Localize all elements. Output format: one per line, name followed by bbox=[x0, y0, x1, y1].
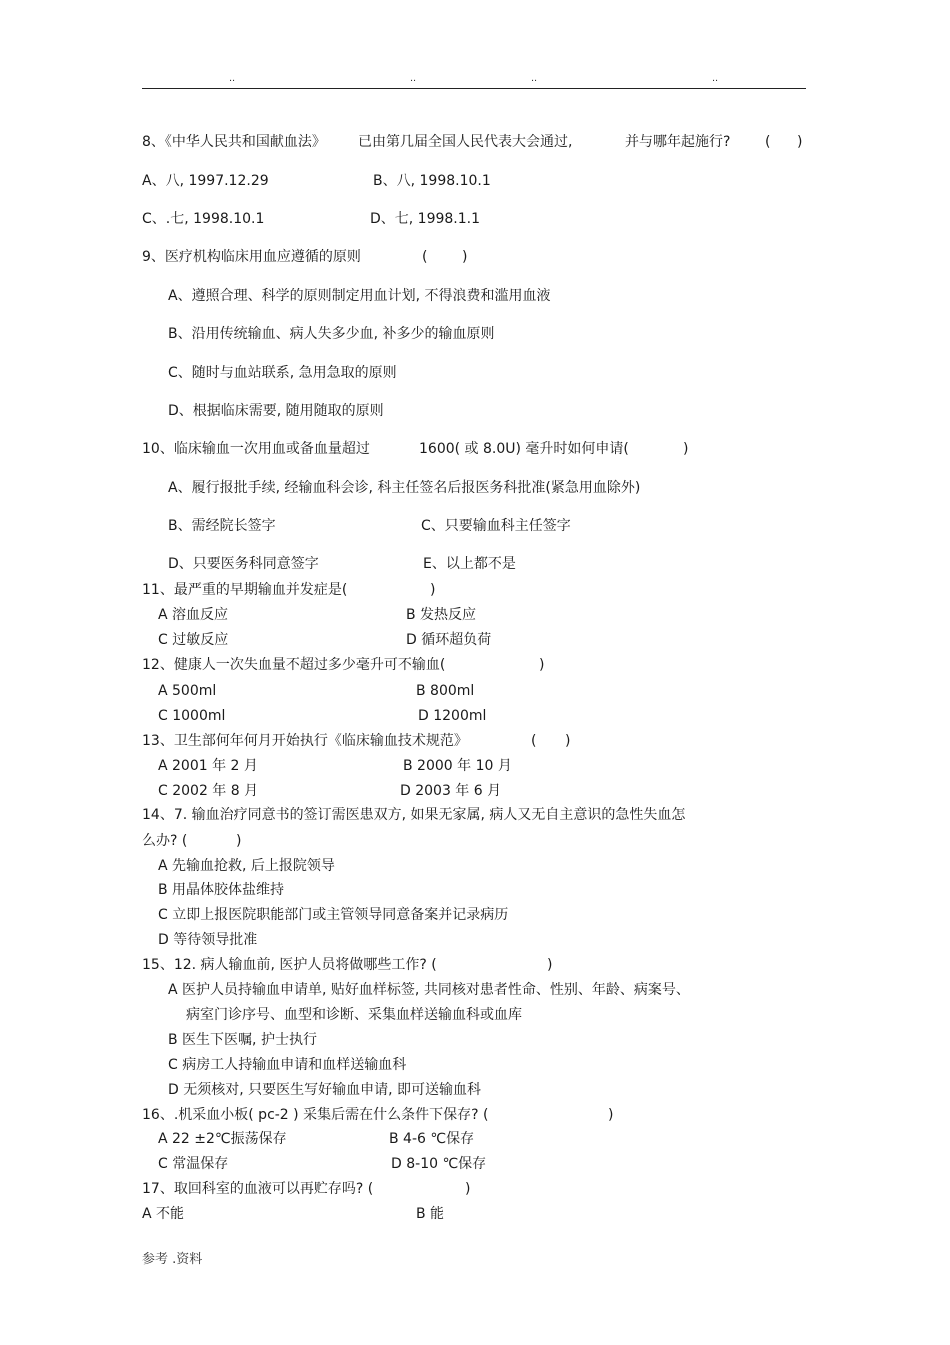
text-line: B 能 bbox=[416, 1206, 445, 1222]
text-line: B、需经院长签字 bbox=[168, 518, 276, 534]
text-line: A、遵照合理、科学的原则制定用血计划, 不得浪费和滥用血液 bbox=[168, 288, 551, 304]
text-line: 16、.机采血小板( pc-2 ) 采集后需在什么条件下保存? ( bbox=[142, 1107, 489, 1123]
text-line: 并与哪年起施行? bbox=[625, 134, 731, 150]
header-rule bbox=[142, 88, 806, 89]
text-line: D 2003 年 6 月 bbox=[400, 783, 502, 799]
text-line: A、履行报批手续, 经输血科会诊, 科主任签名后报医务科批准(紧急用血除外) bbox=[168, 480, 641, 496]
text-line: ) bbox=[430, 582, 436, 598]
text-line: 病室门诊序号、血型和诊断、采集血样送输血科或血库 bbox=[186, 1007, 522, 1023]
text-line: 17、取回科室的血液可以再贮存吗? ( bbox=[142, 1181, 374, 1197]
text-line: A、八, 1997.12.29 bbox=[142, 173, 269, 189]
text-line: B、沿用传统输血、病人失多少血, 补多少的输血原则 bbox=[168, 326, 495, 342]
text-line: 12、健康人一次失血量不超过多少毫升可不输血( bbox=[142, 657, 446, 673]
header-dots: .. bbox=[712, 72, 719, 84]
text-line: 9、医疗机构临床用血应遵循的原则 bbox=[142, 249, 361, 265]
text-line: ( bbox=[765, 134, 771, 150]
text-line: D 循环超负荷 bbox=[406, 632, 492, 648]
text-line: A 先输血抢救, 后上报院领导 bbox=[158, 858, 335, 874]
text-line: C、随时与血站联系, 急用急取的原则 bbox=[168, 365, 397, 381]
text-line: D 1200ml bbox=[418, 708, 487, 724]
text-line: B 发热反应 bbox=[406, 607, 477, 623]
text-line: ( bbox=[422, 249, 428, 265]
text-line: 10、临床输血一次用血或备血量超过 bbox=[142, 441, 370, 457]
text-line: C 立即上报医院职能部门或主管领导同意备案并记录病历 bbox=[158, 907, 509, 923]
text-line: E、以上都不是 bbox=[423, 556, 516, 572]
text-line: 1600( 或 8.0U) 毫升时如何申请( bbox=[419, 441, 629, 457]
text-line: B 2000 年 10 月 bbox=[403, 758, 512, 774]
text-line: 13、卫生部何年何月开始执行《临床输血技术规范》 bbox=[142, 733, 468, 749]
text-line: ( bbox=[531, 733, 537, 749]
text-line: D 等待领导批准 bbox=[158, 932, 258, 948]
text-line: D、只要医务科同意签字 bbox=[168, 556, 319, 572]
text-line: C、.七, 1998.10.1 bbox=[142, 211, 265, 227]
text-line: B、八, 1998.10.1 bbox=[373, 173, 491, 189]
header-dots: .. bbox=[531, 72, 538, 84]
text-line: A 溶血反应 bbox=[158, 607, 229, 623]
page-footer: 参考 .资料 bbox=[142, 1252, 203, 1267]
text-line: 11、最严重的早期输血并发症是( bbox=[142, 582, 348, 598]
text-line: 15、12. 病人输血前, 医护人员将做哪些工作? ( bbox=[142, 957, 437, 973]
header-dots: .. bbox=[229, 72, 236, 84]
text-line: A 不能 bbox=[142, 1206, 185, 1222]
text-line: A 500ml bbox=[158, 683, 217, 699]
text-line: ) bbox=[608, 1107, 614, 1123]
text-line: B 800ml bbox=[416, 683, 475, 699]
text-line: A 22 ±2℃振荡保存 bbox=[158, 1131, 287, 1147]
text-line: ) bbox=[547, 957, 553, 973]
text-line: A 2001 年 2 月 bbox=[158, 758, 258, 774]
text-line: D、七, 1998.1.1 bbox=[370, 211, 481, 227]
text-line: ) bbox=[797, 134, 803, 150]
text-line: 已由第几届全国人民代表大会通过, bbox=[358, 134, 573, 150]
text-line: C 常温保存 bbox=[158, 1156, 229, 1172]
text-line: ) bbox=[236, 833, 242, 849]
text-line: 14、7. 输血治疗同意书的签订需医患双方, 如果无家属, 病人又无自主意识的急性失血怎 bbox=[142, 807, 686, 823]
text-line: D、根据临床需要, 随用随取的原则 bbox=[168, 403, 384, 419]
text-line: B 用晶体胶体盐维持 bbox=[158, 882, 285, 898]
text-line: ) bbox=[683, 441, 689, 457]
text-line: C 过敏反应 bbox=[158, 632, 229, 648]
text-line: C 2002 年 8 月 bbox=[158, 783, 259, 799]
text-line: 么办? ( bbox=[142, 833, 188, 849]
text-line: D 无须核对, 只要医生写好输血申请, 即可送输血科 bbox=[168, 1082, 482, 1098]
text-line: ) bbox=[465, 1181, 471, 1197]
text-line: D 8-10 ℃保存 bbox=[391, 1156, 487, 1172]
text-line: A 医护人员持输血申请单, 贴好血样标签, 共同核对患者性命、性别、年龄、病案号、 bbox=[168, 982, 690, 998]
text-line: ) bbox=[565, 733, 571, 749]
text-line: 8、《中华人民共和国献血法》 bbox=[142, 134, 326, 150]
header-dots: .. bbox=[410, 72, 417, 84]
text-line: B 医生下医嘱, 护士执行 bbox=[168, 1032, 317, 1048]
text-line: ) bbox=[462, 249, 468, 265]
text-line: C、只要输血科主任签字 bbox=[421, 518, 571, 534]
text-line: C 病房工人持输血申请和血样送输血科 bbox=[168, 1057, 407, 1073]
text-line: ) bbox=[539, 657, 545, 673]
text-line: B 4-6 ℃保存 bbox=[389, 1131, 475, 1147]
text-line: C 1000ml bbox=[158, 708, 226, 724]
